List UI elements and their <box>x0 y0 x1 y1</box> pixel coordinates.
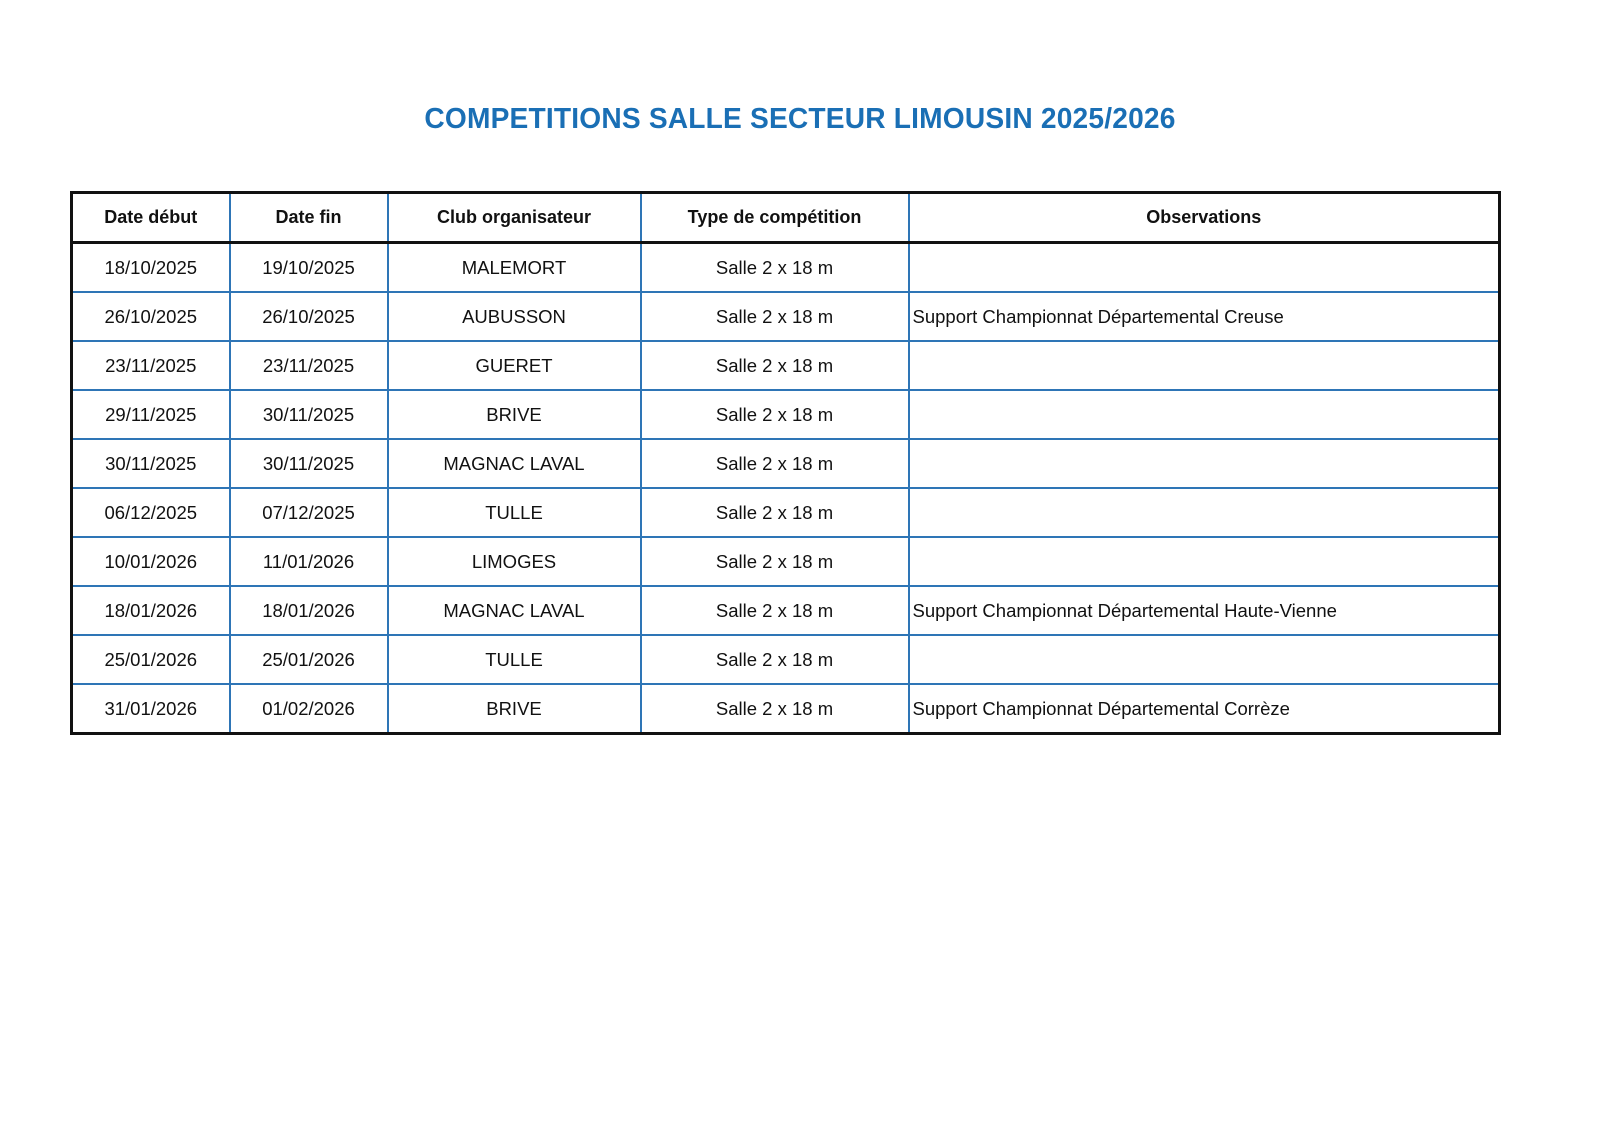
competitions-table-container <box>70 191 1501 735</box>
cell-type: Salle 2 x 18 m <box>641 488 909 537</box>
cell-type: Salle 2 x 18 m <box>641 684 909 734</box>
header-type-competition: Type de compétition <box>641 193 909 243</box>
cell-club: BRIVE <box>388 684 641 734</box>
cell-type: Salle 2 x 18 m <box>641 390 909 439</box>
cell-date-debut: 23/11/2025 <box>72 341 230 390</box>
cell-date-fin: 30/11/2025 <box>230 390 388 439</box>
cell-observations: Support Championnat Départemental Creuse <box>909 292 1500 341</box>
cell-date-debut: 29/11/2025 <box>72 390 230 439</box>
cell-observations <box>909 341 1500 390</box>
table-row <box>72 488 1500 537</box>
table-header-row <box>72 193 1500 243</box>
cell-date-fin: 18/01/2026 <box>230 586 388 635</box>
header-observations: Observations <box>909 193 1500 243</box>
header-club-organisateur: Club organisateur <box>388 193 641 243</box>
cell-club: MALEMORT <box>388 243 641 293</box>
cell-club: MAGNAC LAVAL <box>388 439 641 488</box>
cell-observations <box>909 390 1500 439</box>
cell-observations <box>909 635 1500 684</box>
table-row <box>72 586 1500 635</box>
cell-date-fin: 23/11/2025 <box>230 341 388 390</box>
cell-type: Salle 2 x 18 m <box>641 243 909 293</box>
cell-date-fin: 25/01/2026 <box>230 635 388 684</box>
cell-date-fin: 01/02/2026 <box>230 684 388 734</box>
cell-type: Salle 2 x 18 m <box>641 537 909 586</box>
cell-observations: Support Championnat Départemental Corrèze <box>909 684 1500 734</box>
cell-club: TULLE <box>388 635 641 684</box>
cell-date-fin: 19/10/2025 <box>230 243 388 293</box>
cell-observations <box>909 537 1500 586</box>
cell-club: BRIVE <box>388 390 641 439</box>
table-row <box>72 439 1500 488</box>
cell-date-debut: 06/12/2025 <box>72 488 230 537</box>
cell-date-debut: 26/10/2025 <box>72 292 230 341</box>
cell-date-fin: 07/12/2025 <box>230 488 388 537</box>
cell-date-debut: 25/01/2026 <box>72 635 230 684</box>
cell-date-fin: 30/11/2025 <box>230 439 388 488</box>
table-row <box>72 684 1500 734</box>
page-title: COMPETITIONS SALLE SECTEUR LIMOUSIN 2025/2026 <box>424 103 1176 135</box>
cell-club: LIMOGES <box>388 537 641 586</box>
cell-date-debut: 18/01/2026 <box>72 586 230 635</box>
cell-date-fin: 11/01/2026 <box>230 537 388 586</box>
cell-type: Salle 2 x 18 m <box>641 586 909 635</box>
cell-date-fin: 26/10/2025 <box>230 292 388 341</box>
cell-observations: Support Championnat Départemental Haute-Vienne <box>909 586 1500 635</box>
cell-type: Salle 2 x 18 m <box>641 635 909 684</box>
table-row <box>72 537 1500 586</box>
cell-type: Salle 2 x 18 m <box>641 341 909 390</box>
header-date-debut: Date début <box>72 193 230 243</box>
cell-type: Salle 2 x 18 m <box>641 439 909 488</box>
cell-club: AUBUSSON <box>388 292 641 341</box>
table-row <box>72 635 1500 684</box>
cell-date-debut: 18/10/2025 <box>72 243 230 293</box>
table-row <box>72 390 1500 439</box>
cell-type: Salle 2 x 18 m <box>641 292 909 341</box>
header-date-fin: Date fin <box>230 193 388 243</box>
table-row <box>72 341 1500 390</box>
cell-observations <box>909 488 1500 537</box>
competitions-table <box>70 191 1501 735</box>
cell-club: MAGNAC LAVAL <box>388 586 641 635</box>
cell-club: TULLE <box>388 488 641 537</box>
cell-observations <box>909 439 1500 488</box>
cell-date-debut: 30/11/2025 <box>72 439 230 488</box>
cell-club: GUERET <box>388 341 641 390</box>
table-row <box>72 292 1500 341</box>
cell-observations <box>909 243 1500 293</box>
cell-date-debut: 10/01/2026 <box>72 537 230 586</box>
cell-date-debut: 31/01/2026 <box>72 684 230 734</box>
table-row <box>72 243 1500 293</box>
